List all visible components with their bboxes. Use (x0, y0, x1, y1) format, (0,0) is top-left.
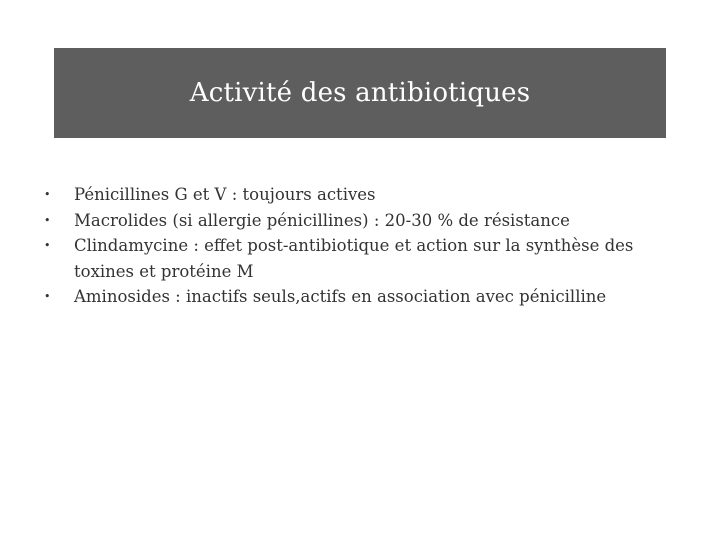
bullet-text: Aminosides : inactifs seuls,actifs en association avec pénicilline (74, 287, 607, 306)
bullet-dot-icon: • (44, 188, 51, 201)
bullet-item-aminosides (44, 284, 684, 310)
bullet-item-clindamycine (44, 233, 684, 284)
bullet-text: Pénicillines G et V : toujours actives (74, 185, 376, 204)
slide-title: Activité des antibiotiques (189, 78, 531, 108)
bullet-text: Macrolides (si allergie pénicillines) : 20-30 % de résistance (74, 210, 570, 230)
bullet-item-penicillines (44, 182, 684, 208)
bullet-dot-icon: • (44, 239, 51, 252)
bullet-item-macrolides (44, 208, 684, 234)
bullet-dot-icon: • (44, 213, 51, 227)
bullet-text: Clindamycine : effet post-antibiotique et action sur la synthèse des toxines et protéine M (74, 236, 634, 281)
title-bar (54, 48, 666, 138)
bullet-list (44, 182, 684, 310)
bullet-dot-icon: • (44, 290, 51, 303)
